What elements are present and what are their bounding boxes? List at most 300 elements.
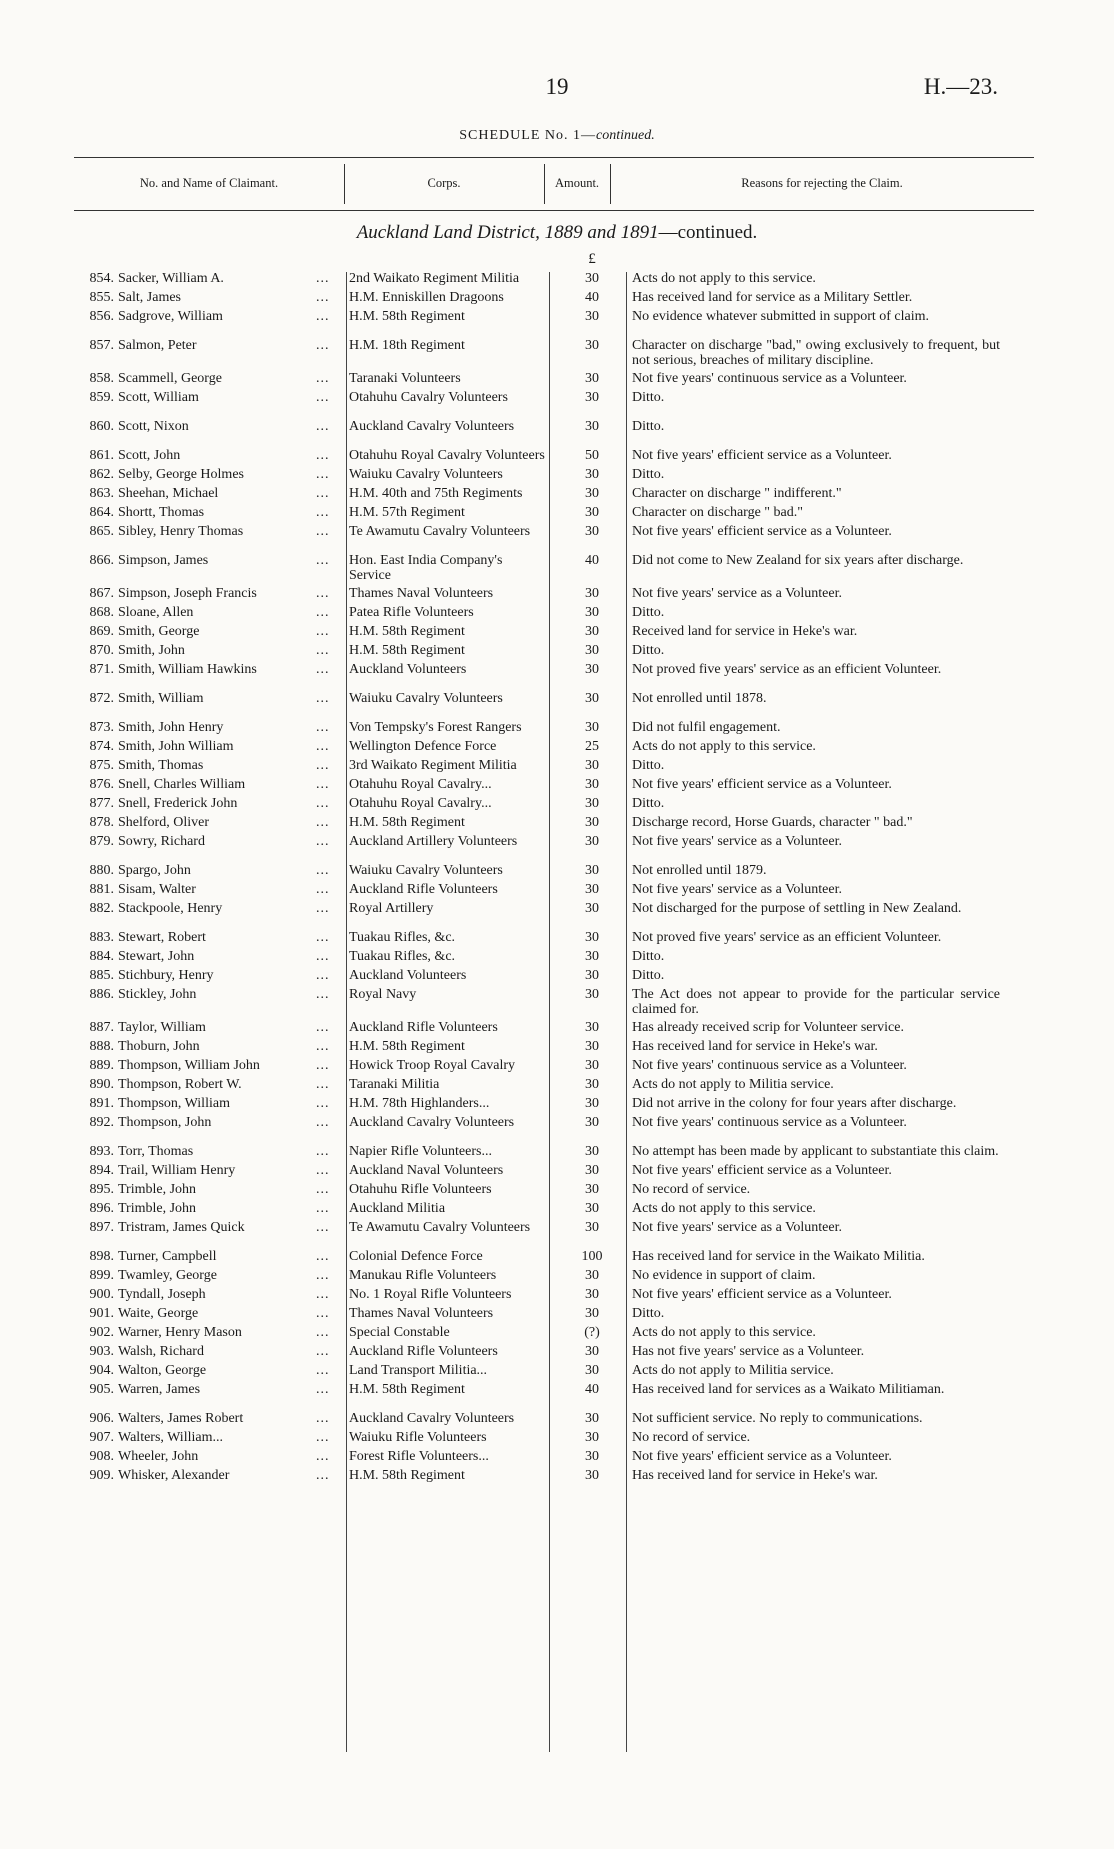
table-row — [0, 864, 1114, 879]
rejection-reason: Ditto. — [632, 968, 665, 983]
leader-dots: ... — [316, 834, 330, 849]
leader-dots: ... — [316, 1287, 330, 1302]
rejection-reason: Ditto. — [632, 758, 665, 773]
claimant-name: Trail, William Henry — [118, 1164, 236, 1178]
table-row — [0, 1202, 1114, 1217]
table-row — [0, 291, 1114, 306]
claimant-name: Scott, Nixon — [118, 420, 189, 434]
amount: 30 — [585, 486, 599, 501]
table-row — [0, 778, 1114, 793]
claimant-name: Whisker, Alexander — [118, 1469, 230, 1483]
table-row — [0, 468, 1114, 483]
corps: Royal Navy — [349, 987, 417, 1002]
amount: 30 — [585, 1287, 599, 1302]
claimant-name: Smith, George — [118, 625, 200, 639]
leader-dots: ... — [316, 1306, 330, 1321]
leader-dots: ... — [316, 524, 330, 539]
leader-dots: ... — [316, 1077, 330, 1092]
corps: Auckland Volunteers — [349, 662, 467, 677]
claimant-name: Sisam, Walter — [118, 883, 196, 897]
leader-dots: ... — [316, 777, 330, 792]
rejection-reason: Not five years' efficient service as a Volunteer. — [632, 1287, 892, 1302]
claimant-name: Tyndall, Joseph — [118, 1288, 206, 1302]
corps: Colonial Defence Force — [349, 1249, 483, 1264]
claimant-name: Thoburn, John — [118, 1040, 200, 1054]
claimant-name: Walters, William... — [118, 1431, 223, 1445]
leader-dots: ... — [316, 1182, 330, 1197]
rejection-reason: No record of service. — [632, 1182, 751, 1197]
claim-number: 871. — [89, 662, 114, 677]
claimant-name: Shortt, Thomas — [118, 506, 205, 520]
district-heading — [0, 222, 1114, 244]
rejection-reason: Acts do not apply to this service. — [632, 739, 816, 754]
amount: 40 — [585, 553, 599, 568]
claim-number: 902. — [89, 1325, 114, 1340]
table-row — [0, 487, 1114, 502]
claimant-name: Smith, William — [118, 692, 204, 706]
corps: Hon. East India Company's Service — [349, 553, 503, 583]
corps: Auckland Volunteers — [349, 968, 467, 983]
claim-number: 903. — [89, 1344, 114, 1359]
header-reasons: Reasons for rejecting the Claim. — [741, 176, 903, 190]
rejection-reason: Not five years' service as a Volunteer. — [632, 586, 842, 601]
claim-number: 885. — [89, 968, 114, 983]
leader-dots: ... — [316, 949, 330, 964]
claim-number: 862. — [89, 467, 114, 482]
claimant-name: Salt, James — [118, 291, 181, 305]
schedule-title — [0, 128, 1114, 144]
leader-dots: ... — [316, 930, 330, 945]
leader-dots: ... — [316, 586, 330, 601]
schedule-suffix: continued. — [596, 128, 655, 143]
rejection-reason: Character on discharge "bad," owing exclusively to frequent, but not serious, breaches of military discipline. — [632, 338, 1000, 368]
claim-number: 888. — [89, 1039, 114, 1054]
claimant-name: Stewart, John — [118, 950, 195, 964]
amount: 30 — [585, 720, 599, 735]
table-row — [0, 339, 1114, 368]
rejection-reason: No record of service. — [632, 1430, 751, 1445]
amount: 40 — [585, 1382, 599, 1397]
rejection-reason: No evidence in support of claim. — [632, 1268, 816, 1283]
amount: 30 — [585, 987, 599, 1002]
leader-dots: ... — [316, 643, 330, 658]
corps: H.M. 58th Regiment — [349, 1382, 465, 1397]
corps: Otahuhu Royal Cavalry... — [349, 796, 492, 811]
rejection-reason: Acts do not apply to Militia service. — [632, 1363, 834, 1378]
amount: 30 — [585, 815, 599, 830]
claimant-name: Warner, Henry Mason — [118, 1326, 242, 1340]
claimant-name: Stichbury, Henry — [118, 969, 214, 983]
leader-dots: ... — [316, 271, 330, 286]
amount: 30 — [585, 662, 599, 677]
header-corps: Corps. — [427, 176, 461, 190]
corps: H.M. 18th Regiment — [349, 338, 465, 353]
amount: 30 — [585, 605, 599, 620]
table-row — [0, 663, 1114, 678]
rejection-reason: Discharge record, Horse Guards, character " bad." — [632, 815, 913, 830]
table-row — [0, 1078, 1114, 1093]
rejection-reason: Has already received scrip for Volunteer service. — [632, 1020, 904, 1035]
leader-dots: ... — [316, 371, 330, 386]
rejection-reason: Acts do not apply to this service. — [632, 271, 816, 286]
rejection-reason: Not five years' service as a Volunteer. — [632, 882, 842, 897]
rejection-reason: Not five years' efficient service as a Volunteer. — [632, 777, 892, 792]
amount: 30 — [585, 1144, 599, 1159]
claimant-name: Wheeler, John — [118, 1450, 199, 1464]
rejection-reason: Not five years' efficient service as a Volunteer. — [632, 524, 892, 539]
rejection-reason: Not proved five years' service as an efficient Volunteer. — [632, 662, 942, 677]
claimant-name: Stewart, Robert — [118, 931, 206, 945]
corps: Forest Rifle Volunteers... — [349, 1449, 489, 1464]
rejection-reason: Acts do not apply to Militia service. — [632, 1077, 834, 1092]
claim-number: 894. — [89, 1163, 114, 1178]
amount: 30 — [585, 1020, 599, 1035]
rejection-reason: Not five years' continuous service as a Volunteer. — [632, 1058, 907, 1073]
corps: H.M. Enniskillen Dragoons — [349, 290, 504, 305]
claim-number: 880. — [89, 863, 114, 878]
claimant-name: Twamley, George — [118, 1269, 217, 1283]
corps: Patea Rifle Volunteers — [349, 605, 474, 620]
leader-dots: ... — [316, 720, 330, 735]
corps: Land Transport Militia... — [349, 1363, 488, 1378]
table-row — [0, 835, 1114, 850]
table-row — [0, 625, 1114, 640]
claim-number: 891. — [89, 1096, 114, 1111]
claim-number: 857. — [89, 338, 114, 353]
claim-number: 874. — [89, 739, 114, 754]
table-row — [0, 310, 1114, 325]
leader-dots: ... — [316, 1039, 330, 1054]
table-row — [0, 1412, 1114, 1427]
corps: Waiuku Cavalry Volunteers — [349, 691, 503, 706]
claimant-name: Sloane, Allen — [118, 606, 194, 620]
table-row — [0, 1250, 1114, 1265]
leader-dots: ... — [316, 1344, 330, 1359]
claim-number: 870. — [89, 643, 114, 658]
rejection-reason: Not proved five years' service as an efficient Volunteer. — [632, 930, 942, 945]
table-row — [0, 1097, 1114, 1112]
corps: Royal Artillery — [349, 901, 434, 916]
claim-number: 907. — [89, 1430, 114, 1445]
claim-number: 882. — [89, 901, 114, 916]
rejection-reason: Has received land for service in Heke's war. — [632, 1039, 878, 1054]
leader-dots: ... — [316, 882, 330, 897]
amount: 30 — [585, 1115, 599, 1130]
table-row — [0, 1116, 1114, 1131]
amount: 30 — [585, 1344, 599, 1359]
district-continued: —continued. — [658, 222, 758, 243]
corps: Tuakau Rifles, &c. — [349, 930, 456, 945]
amount: 30 — [585, 1201, 599, 1216]
claim-number: 884. — [89, 949, 114, 964]
corps: Taranaki Militia — [349, 1077, 440, 1092]
claimant-name: Thompson, John — [118, 1116, 212, 1130]
rejection-reason: No evidence whatever submitted in support of claim. — [632, 309, 930, 324]
amount: 30 — [585, 1039, 599, 1054]
claim-number: 866. — [89, 553, 114, 568]
table-row — [0, 644, 1114, 659]
leader-dots: ... — [316, 1411, 330, 1426]
claimant-name: Thompson, William John — [118, 1059, 260, 1073]
table-row — [0, 1345, 1114, 1360]
claims-table — [0, 272, 1114, 1488]
amount: 25 — [585, 739, 599, 754]
amount: 30 — [585, 1077, 599, 1092]
rejection-reason: Not sufficient service. No reply to communications. — [632, 1411, 923, 1426]
claimant-name: Sacker, William A. — [118, 272, 224, 286]
leader-dots: ... — [316, 553, 330, 568]
claim-number: 875. — [89, 758, 114, 773]
table-row — [0, 391, 1114, 406]
claim-number: 890. — [89, 1077, 114, 1092]
corps: H.M. 58th Regiment — [349, 815, 465, 830]
leader-dots: ... — [316, 987, 330, 1002]
corps: Taranaki Volunteers — [349, 371, 461, 386]
rejection-reason: Ditto. — [632, 419, 665, 434]
table-row — [0, 372, 1114, 387]
claim-number: 905. — [89, 1382, 114, 1397]
corps: Auckland Rifle Volunteers — [349, 882, 498, 897]
leader-dots: ... — [316, 796, 330, 811]
claimant-name: Walton, George — [118, 1364, 207, 1378]
table-row — [0, 1450, 1114, 1465]
corps: H.M. 58th Regiment — [349, 309, 465, 324]
claimant-name: Scott, John — [118, 449, 181, 463]
claimant-name: Walsh, Richard — [118, 1345, 204, 1359]
claimant-name: Waite, George — [118, 1307, 199, 1321]
table-row — [0, 1364, 1114, 1379]
document-reference: H.—23. — [923, 74, 998, 99]
claim-number: 876. — [89, 777, 114, 792]
claimant-name: Turner, Campbell — [118, 1250, 217, 1264]
rejection-reason: Acts do not apply to this service. — [632, 1201, 816, 1216]
leader-dots: ... — [316, 662, 330, 677]
claim-number: 900. — [89, 1287, 114, 1302]
amount: 30 — [585, 338, 599, 353]
corps: Von Tempsky's Forest Rangers — [349, 720, 522, 735]
claim-number: 877. — [89, 796, 114, 811]
table-row — [0, 420, 1114, 435]
claimant-name: Torr, Thomas — [118, 1145, 194, 1159]
claim-number: 878. — [89, 815, 114, 830]
amount: 100 — [581, 1249, 603, 1264]
leader-dots: ... — [316, 486, 330, 501]
corps: H.M. 40th and 75th Regiments — [349, 486, 523, 501]
claimant-name: Shelford, Oliver — [118, 816, 209, 830]
rejection-reason: Ditto. — [632, 643, 665, 658]
corps: Waiuku Cavalry Volunteers — [349, 863, 503, 878]
table-row — [0, 1059, 1114, 1074]
table-row — [0, 1431, 1114, 1446]
table-row — [0, 1040, 1114, 1055]
claimant-name: Sibley, Henry Thomas — [118, 525, 244, 539]
claim-number: 879. — [89, 834, 114, 849]
corps: Thames Naval Volunteers — [349, 1306, 494, 1321]
corps: H.M. 78th Highlanders... — [349, 1096, 490, 1111]
leader-dots: ... — [316, 1201, 330, 1216]
rejection-reason: Has received land for services as a Waikato Militiaman. — [632, 1382, 945, 1397]
corps: Wellington Defence Force — [349, 739, 497, 754]
table-row — [0, 1021, 1114, 1036]
rejection-reason: Ditto. — [632, 605, 665, 620]
corps: Special Constable — [349, 1325, 450, 1340]
table-row — [0, 1269, 1114, 1284]
amount: 30 — [585, 524, 599, 539]
amount: 30 — [585, 968, 599, 983]
rejection-reason: Ditto. — [632, 467, 665, 482]
claim-number: 872. — [89, 691, 114, 706]
header-amount: Amount. — [554, 176, 600, 190]
rejection-reason: Not five years' continuous service as a Volunteer. — [632, 1115, 907, 1130]
amount: (?) — [584, 1325, 600, 1340]
corps: 3rd Waikato Regiment Militia — [349, 758, 517, 773]
table-row — [0, 506, 1114, 521]
amount: 30 — [585, 1468, 599, 1483]
table-row — [0, 525, 1114, 540]
leader-dots: ... — [316, 968, 330, 983]
claimant-name: Warren, James — [118, 1383, 201, 1397]
corps: Auckland Cavalry Volunteers — [349, 419, 515, 434]
claim-number: 886. — [89, 987, 114, 1002]
claim-number: 859. — [89, 390, 114, 405]
table-row — [0, 272, 1114, 287]
claimant-name: Tristram, James Quick — [118, 1221, 245, 1235]
amount: 40 — [585, 290, 599, 305]
corps: Napier Rifle Volunteers... — [349, 1144, 492, 1159]
table-row — [0, 1183, 1114, 1198]
claimant-name: Trimble, John — [118, 1183, 197, 1197]
claimant-name: Stackpoole, Henry — [118, 902, 223, 916]
table-row — [0, 797, 1114, 812]
rejection-reason: Not five years' efficient service as a Volunteer. — [632, 448, 892, 463]
leader-dots: ... — [316, 863, 330, 878]
table-row — [0, 950, 1114, 965]
leader-dots: ... — [316, 1382, 330, 1397]
leader-dots: ... — [316, 467, 330, 482]
leader-dots: ... — [316, 815, 330, 830]
amount: 30 — [585, 882, 599, 897]
leader-dots: ... — [316, 758, 330, 773]
leader-dots: ... — [316, 1249, 330, 1264]
amount: 30 — [585, 371, 599, 386]
rejection-reason: Has not five years' service as a Volunteer. — [632, 1344, 865, 1359]
amount: 30 — [585, 643, 599, 658]
claimant-name: Smith, Thomas — [118, 759, 204, 773]
leader-dots: ... — [316, 1020, 330, 1035]
corps: Tuakau Rifles, &c. — [349, 949, 456, 964]
amount: 30 — [585, 390, 599, 405]
claimant-name: Walters, James Robert — [118, 1412, 244, 1426]
rejection-reason: Ditto. — [632, 949, 665, 964]
amount: 30 — [585, 624, 599, 639]
rejection-reason: Not enrolled until 1879. — [632, 863, 767, 878]
rejection-reason: Ditto. — [632, 390, 665, 405]
claimant-name: Smith, John — [118, 644, 185, 658]
corps: Otahuhu Cavalry Volunteers — [349, 390, 508, 405]
claimant-name: Smith, John William — [118, 740, 234, 754]
claim-number: 909. — [89, 1468, 114, 1483]
amount: 30 — [585, 1220, 599, 1235]
corps: Auckland Militia — [349, 1201, 446, 1216]
leader-dots: ... — [316, 739, 330, 754]
claimant-name: Scott, William — [118, 391, 199, 405]
amount: 30 — [585, 796, 599, 811]
rejection-reason: Character on discharge " indifferent." — [632, 486, 842, 501]
rejection-reason: Not five years' continuous service as a Volunteer. — [632, 371, 907, 386]
rejection-reason: Has received land for service in the Waikato Militia. — [632, 1249, 925, 1264]
leader-dots: ... — [316, 605, 330, 620]
leader-dots: ... — [316, 1058, 330, 1073]
header-claimant: No. and Name of Claimant. — [139, 176, 279, 190]
amount: 30 — [585, 1430, 599, 1445]
claim-number: 904. — [89, 1363, 114, 1378]
table-header — [74, 157, 1034, 211]
amount: 30 — [585, 309, 599, 324]
corps: H.M. 58th Regiment — [349, 624, 465, 639]
claimant-name: Spargo, John — [118, 864, 191, 878]
amount: 30 — [585, 271, 599, 286]
corps: Thames Naval Volunteers — [349, 586, 494, 601]
claim-number: 864. — [89, 505, 114, 520]
leader-dots: ... — [316, 290, 330, 305]
table-row — [0, 1469, 1114, 1484]
claim-number: 856. — [89, 309, 114, 324]
claim-number: 893. — [89, 1144, 114, 1159]
claim-number: 883. — [89, 930, 114, 945]
table-row — [0, 554, 1114, 583]
corps: H.M. 57th Regiment — [349, 505, 465, 520]
claim-number: 892. — [89, 1115, 114, 1130]
table-row — [0, 1307, 1114, 1322]
amount: 30 — [585, 1268, 599, 1283]
table-row — [0, 1288, 1114, 1303]
claimant-name: Thompson, Robert W. — [118, 1078, 242, 1092]
amount: 30 — [585, 1306, 599, 1321]
claim-number: 898. — [89, 1249, 114, 1264]
corps: Auckland Rifle Volunteers — [349, 1020, 498, 1035]
corps: Te Awamutu Cavalry Volunteers — [349, 1220, 531, 1235]
amount: 30 — [585, 1411, 599, 1426]
claimant-name: Scammell, George — [118, 372, 222, 386]
leader-dots: ... — [316, 1325, 330, 1340]
claim-number: 895. — [89, 1182, 114, 1197]
claimant-name: Taylor, William — [118, 1021, 206, 1035]
rejection-reason: Character on discharge " bad." — [632, 505, 803, 520]
amount: 30 — [585, 758, 599, 773]
claim-number: 867. — [89, 586, 114, 601]
claimant-name: Snell, Charles William — [118, 778, 246, 792]
claim-number: 896. — [89, 1201, 114, 1216]
claimant-name: Thompson, William — [118, 1097, 230, 1111]
table-row — [0, 1145, 1114, 1160]
claimant-name: Sadgrove, William — [118, 310, 223, 324]
corps: No. 1 Royal Rifle Volunteers — [349, 1287, 512, 1302]
rejection-reason: Did not come to New Zealand for six years after discharge. — [632, 553, 964, 568]
amount: 30 — [585, 863, 599, 878]
table-row — [0, 606, 1114, 621]
claim-number: 854. — [89, 271, 114, 286]
rejection-reason: No attempt has been made by applicant to substantiate this claim. — [632, 1144, 999, 1159]
rejection-reason: Not five years' efficient service as a Volunteer. — [632, 1449, 892, 1464]
rejection-reason: Did not arrive in the colony for four years after discharge. — [632, 1096, 957, 1111]
corps: Otahuhu Rifle Volunteers — [349, 1182, 492, 1197]
rejection-reason: Received land for service in Heke's war. — [632, 624, 858, 639]
corps: H.M. 58th Regiment — [349, 643, 465, 658]
corps: Waiuku Rifle Volunteers — [349, 1430, 487, 1445]
corps: Waiuku Cavalry Volunteers — [349, 467, 503, 482]
page-number: 19 — [545, 74, 569, 99]
claim-number: 858. — [89, 371, 114, 386]
